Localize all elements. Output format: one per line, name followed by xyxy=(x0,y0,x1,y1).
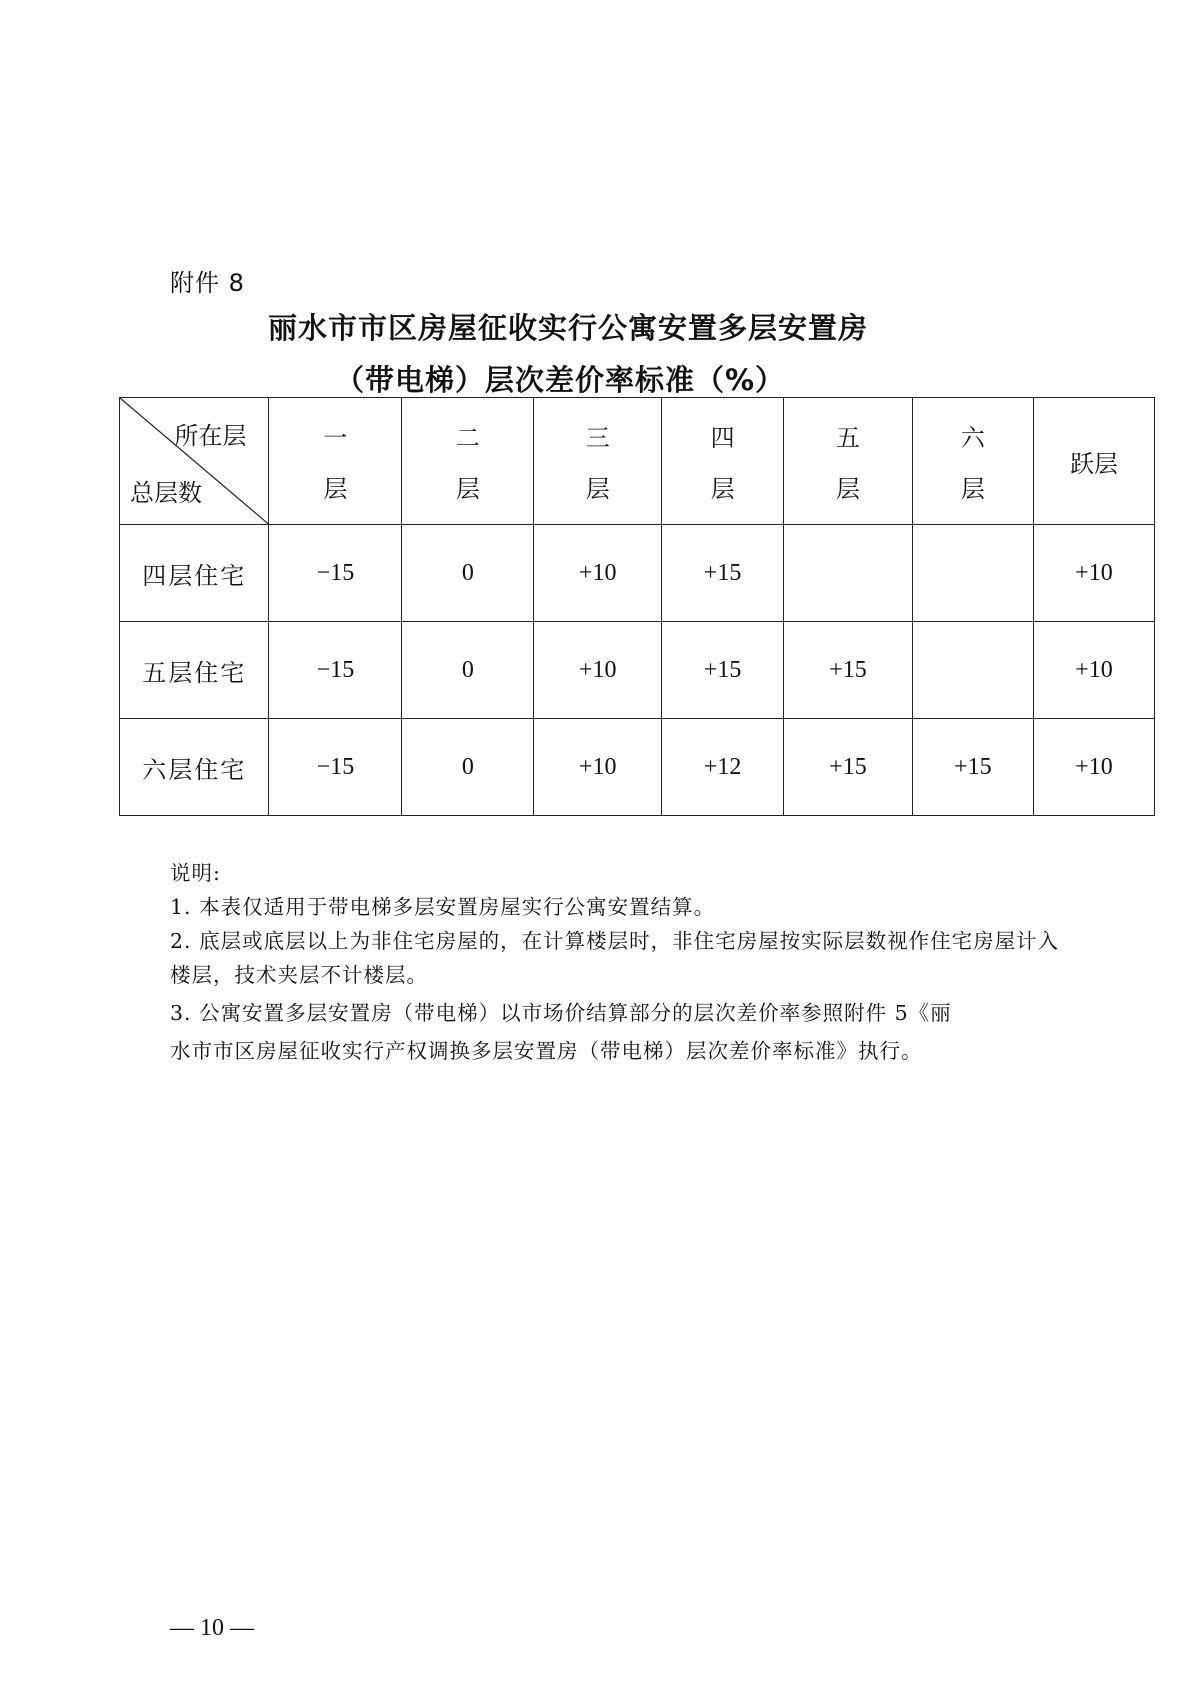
notes-section xyxy=(170,856,1170,1068)
header-floor-4 xyxy=(662,398,784,525)
header-text: 三 xyxy=(585,424,610,452)
attachment-label: 附件 8 xyxy=(170,269,245,297)
table-cell: +15 xyxy=(912,719,1033,816)
table-cell: +10 xyxy=(1033,622,1154,719)
note-line: 1. 本表仅适用于带电梯多层安置房屋实行公寓安置结算。 xyxy=(170,895,716,919)
table-cell: +10 xyxy=(1033,525,1154,622)
header-text: 一 xyxy=(323,424,348,452)
table-cell: −15 xyxy=(269,622,402,719)
header-text: 层 xyxy=(455,475,480,503)
header-duplex: 跃层 xyxy=(1033,398,1154,525)
table-cell: 0 xyxy=(402,622,534,719)
table-cell xyxy=(784,525,913,622)
table-cell xyxy=(912,525,1033,622)
table-cell: +10 xyxy=(534,622,662,719)
header-text: 四 xyxy=(710,424,735,452)
table-row xyxy=(120,525,1155,622)
title-line-1: 丽水市市区房屋征收实行公寓安置多层安置房 xyxy=(268,311,869,345)
table-cell xyxy=(912,622,1033,719)
table-row xyxy=(120,719,1155,816)
table-cell: +10 xyxy=(534,525,662,622)
header-text: 层 xyxy=(323,475,348,503)
table-cell: −15 xyxy=(269,525,402,622)
table-cell: +15 xyxy=(662,525,784,622)
header-text: 六 xyxy=(960,424,985,452)
note-line: 水市市区房屋征收实行产权调换多层安置房（带电梯）层次差价率标准》执行。 xyxy=(170,1039,923,1063)
header-text: 层 xyxy=(835,475,860,503)
table-cell: +15 xyxy=(784,719,913,816)
header-floor-5 xyxy=(784,398,913,525)
table-cell: −15 xyxy=(269,719,402,816)
corner-cell xyxy=(120,398,269,525)
header-floor-2 xyxy=(402,398,534,525)
header-text: 层 xyxy=(585,475,610,503)
row-label: 六层住宅 xyxy=(120,719,269,816)
corner-bottom-label: 总层数 xyxy=(130,479,202,507)
header-text: 二 xyxy=(455,424,480,452)
floor-rate-table xyxy=(119,397,1155,816)
header-text: 层 xyxy=(960,475,985,503)
notes-heading: 说明: xyxy=(170,861,221,885)
row-label: 五层住宅 xyxy=(120,622,269,719)
table-cell: +15 xyxy=(784,622,913,719)
note-line: 楼层，技术夹层不计楼层。 xyxy=(170,963,428,987)
table-cell: +15 xyxy=(662,622,784,719)
table-cell: +10 xyxy=(1033,719,1154,816)
header-text: 层 xyxy=(710,475,735,503)
header-row xyxy=(120,398,1155,525)
page-number: — 10 — xyxy=(170,1615,254,1641)
header-floor-6 xyxy=(912,398,1033,525)
row-label: 四层住宅 xyxy=(120,525,269,622)
note-line: 3. 公寓安置多层安置房（带电梯）以市场价结算部分的层次差价率参照附件 5《丽 xyxy=(170,1001,952,1025)
table-cell: +12 xyxy=(662,719,784,816)
table-cell: +10 xyxy=(534,719,662,816)
corner-top-label: 所在层 xyxy=(174,422,247,450)
table-cell: 0 xyxy=(402,719,534,816)
title-line-2: （带电梯）层次差价率标准（%） xyxy=(335,363,786,397)
header-floor-1 xyxy=(269,398,402,525)
table-row xyxy=(120,622,1155,719)
table-cell: 0 xyxy=(402,525,534,622)
header-text: 五 xyxy=(835,424,860,452)
note-line: 2. 底层或底层以上为非住宅房屋的，在计算楼层时，非住宅房屋按实际层数视作住宅房屋计入 xyxy=(170,929,1060,953)
header-floor-3 xyxy=(534,398,662,525)
